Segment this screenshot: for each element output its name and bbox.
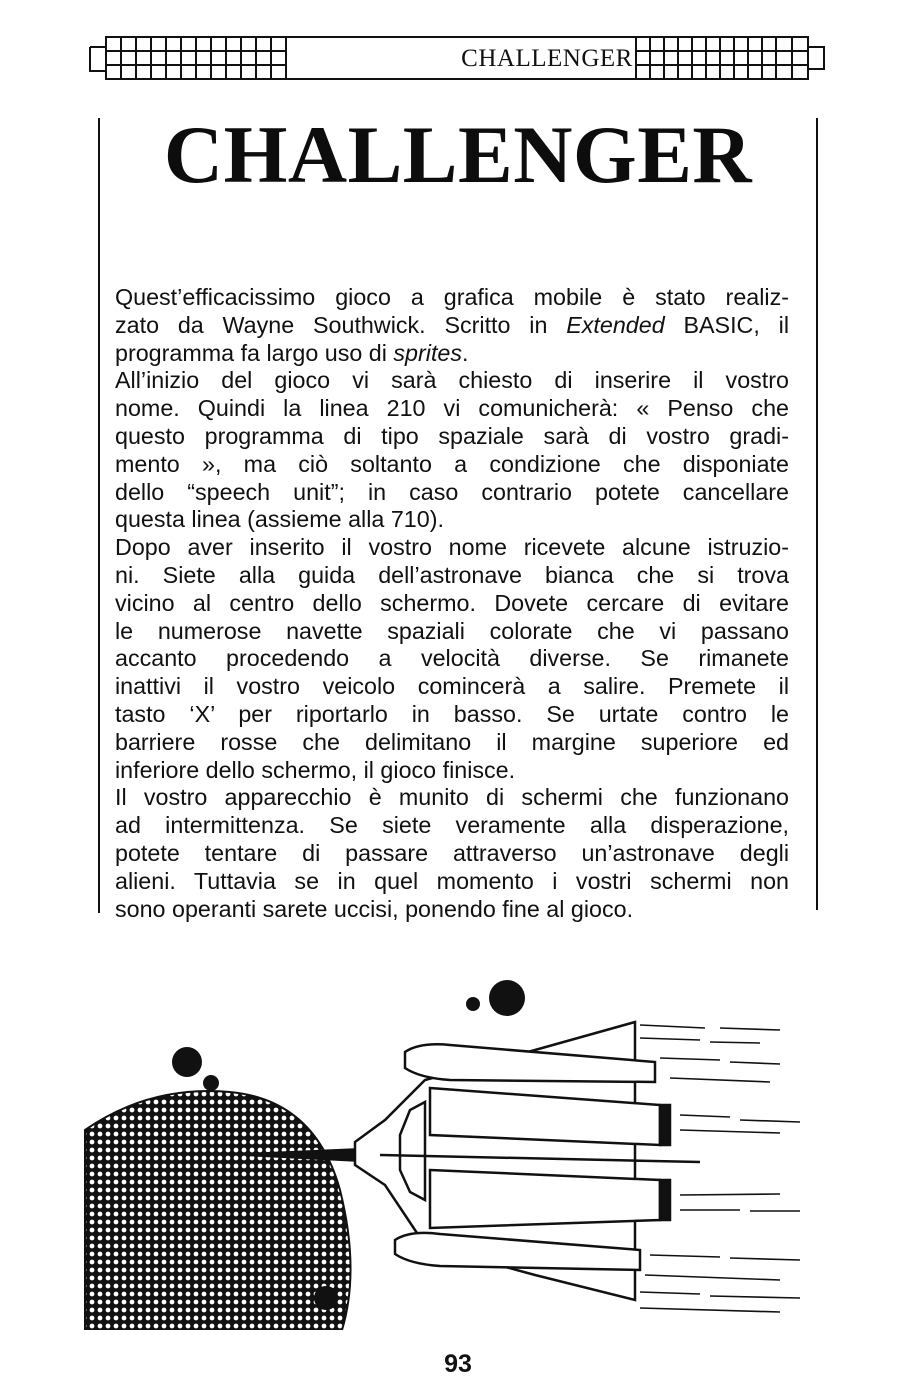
body-text-line: [115, 618, 789, 646]
body-text-line: [115, 395, 789, 423]
text-run: .: [462, 339, 469, 366]
spaceship-illustration: [80, 970, 820, 1330]
text-run: potete tentare di passare attraverso un’astronave degli: [115, 839, 789, 866]
planet: [85, 1091, 351, 1330]
text-run: mento », ma ciò soltanto a condizione che disponiate: [115, 450, 789, 477]
text-run: Quest’efficacissimo gioco a grafica mobile è stato realiz-: [115, 284, 789, 310]
body-text-line: [115, 423, 789, 451]
text-run: All’inizio del gioco vi sarà chiesto di inserire il vostro: [115, 367, 789, 394]
body-text-line: [115, 451, 789, 479]
text-run: ni. Siete alla guida dell’astronave bianca che si trova: [115, 561, 789, 588]
body-text-line: [115, 367, 789, 395]
spaceship: [355, 1022, 700, 1300]
article-title: CHALLENGER: [163, 109, 753, 200]
body-text-line: [115, 896, 789, 924]
text-run: BASIC, il: [664, 311, 789, 338]
left-margin-rule: [98, 118, 100, 913]
bubble-left-large: [172, 1047, 202, 1077]
text-run: Dopo aver inserito il vostro nome ricevete alcune istruzio-: [115, 534, 789, 561]
text-run: sono operanti sarete uccisi, ponendo fine al gioco.: [115, 895, 634, 922]
body-text-line: [115, 312, 789, 340]
italic-text-run: sprites: [393, 339, 463, 366]
body-text-line: [115, 868, 789, 896]
text-run: zato da Wayne Southwick. Scritto in: [115, 311, 567, 338]
page-number: 93: [444, 1350, 472, 1378]
body-text-line: [115, 729, 789, 757]
body-text-line: [115, 673, 789, 701]
body-text-line: [115, 340, 789, 368]
italic-text-run: Extended: [566, 311, 665, 338]
text-run: questa linea (assieme alla 710).: [115, 506, 444, 533]
text-run: alieni. Tuttavia se in quel momento i vostri schermi non: [115, 867, 789, 894]
text-run: le numerose navette spaziali colorate che vi passano: [115, 617, 789, 644]
body-text-line: [115, 534, 789, 562]
bubble-large: [489, 980, 525, 1016]
body-text-line: [115, 562, 789, 590]
text-run: Il vostro apparecchio è munito di schermi che funzionano: [115, 784, 789, 811]
body-text-line: [115, 590, 789, 618]
running-header: [88, 33, 828, 85]
text-run: barriere rosse che delimitano il margine superiore ed: [115, 728, 789, 755]
body-text-line: [115, 757, 789, 785]
body-text-line: [115, 645, 789, 673]
body-text-line: [115, 812, 789, 840]
speed-lines: [640, 1025, 800, 1312]
running-header-title: CHALLENGER: [461, 45, 633, 72]
bubble-small: [466, 997, 480, 1011]
body-text-line: [115, 840, 789, 868]
body-text-line: [115, 479, 789, 507]
body-text-line: [115, 784, 789, 812]
body-text-line: [115, 284, 789, 312]
text-run: questo programma di tipo spaziale sarà di vostro gradi-: [115, 422, 789, 449]
body-text-line: [115, 506, 789, 534]
body-text-line: [115, 701, 789, 729]
planet-crater: [314, 1286, 338, 1310]
text-run: tasto ‘X’ per riportarlo in basso. Se urtate contro le: [115, 700, 789, 727]
article-body: [115, 284, 789, 923]
text-run: programma fa largo uso di: [115, 339, 394, 366]
bubble-left-small: [203, 1075, 219, 1091]
text-run: inferiore dello schermo, il gioco finisce.: [115, 756, 516, 783]
text-run: ad intermittenza. Se siete veramente alla disperazione,: [115, 812, 789, 839]
text-run: dello “speech unit”; in caso contrario potete cancellare: [115, 478, 789, 505]
text-run: inattivi il vostro veicolo comincerà a salire. Premete il: [115, 673, 789, 700]
text-run: vicino al centro dello schermo. Dovete cercare di evitare: [115, 589, 789, 616]
right-margin-rule: [816, 118, 818, 910]
text-run: nome. Quindi la linea 210 vi comunicherà: « Penso che: [115, 395, 789, 422]
text-run: accanto procedendo a velocità diverse. Se rimanete: [115, 645, 789, 672]
